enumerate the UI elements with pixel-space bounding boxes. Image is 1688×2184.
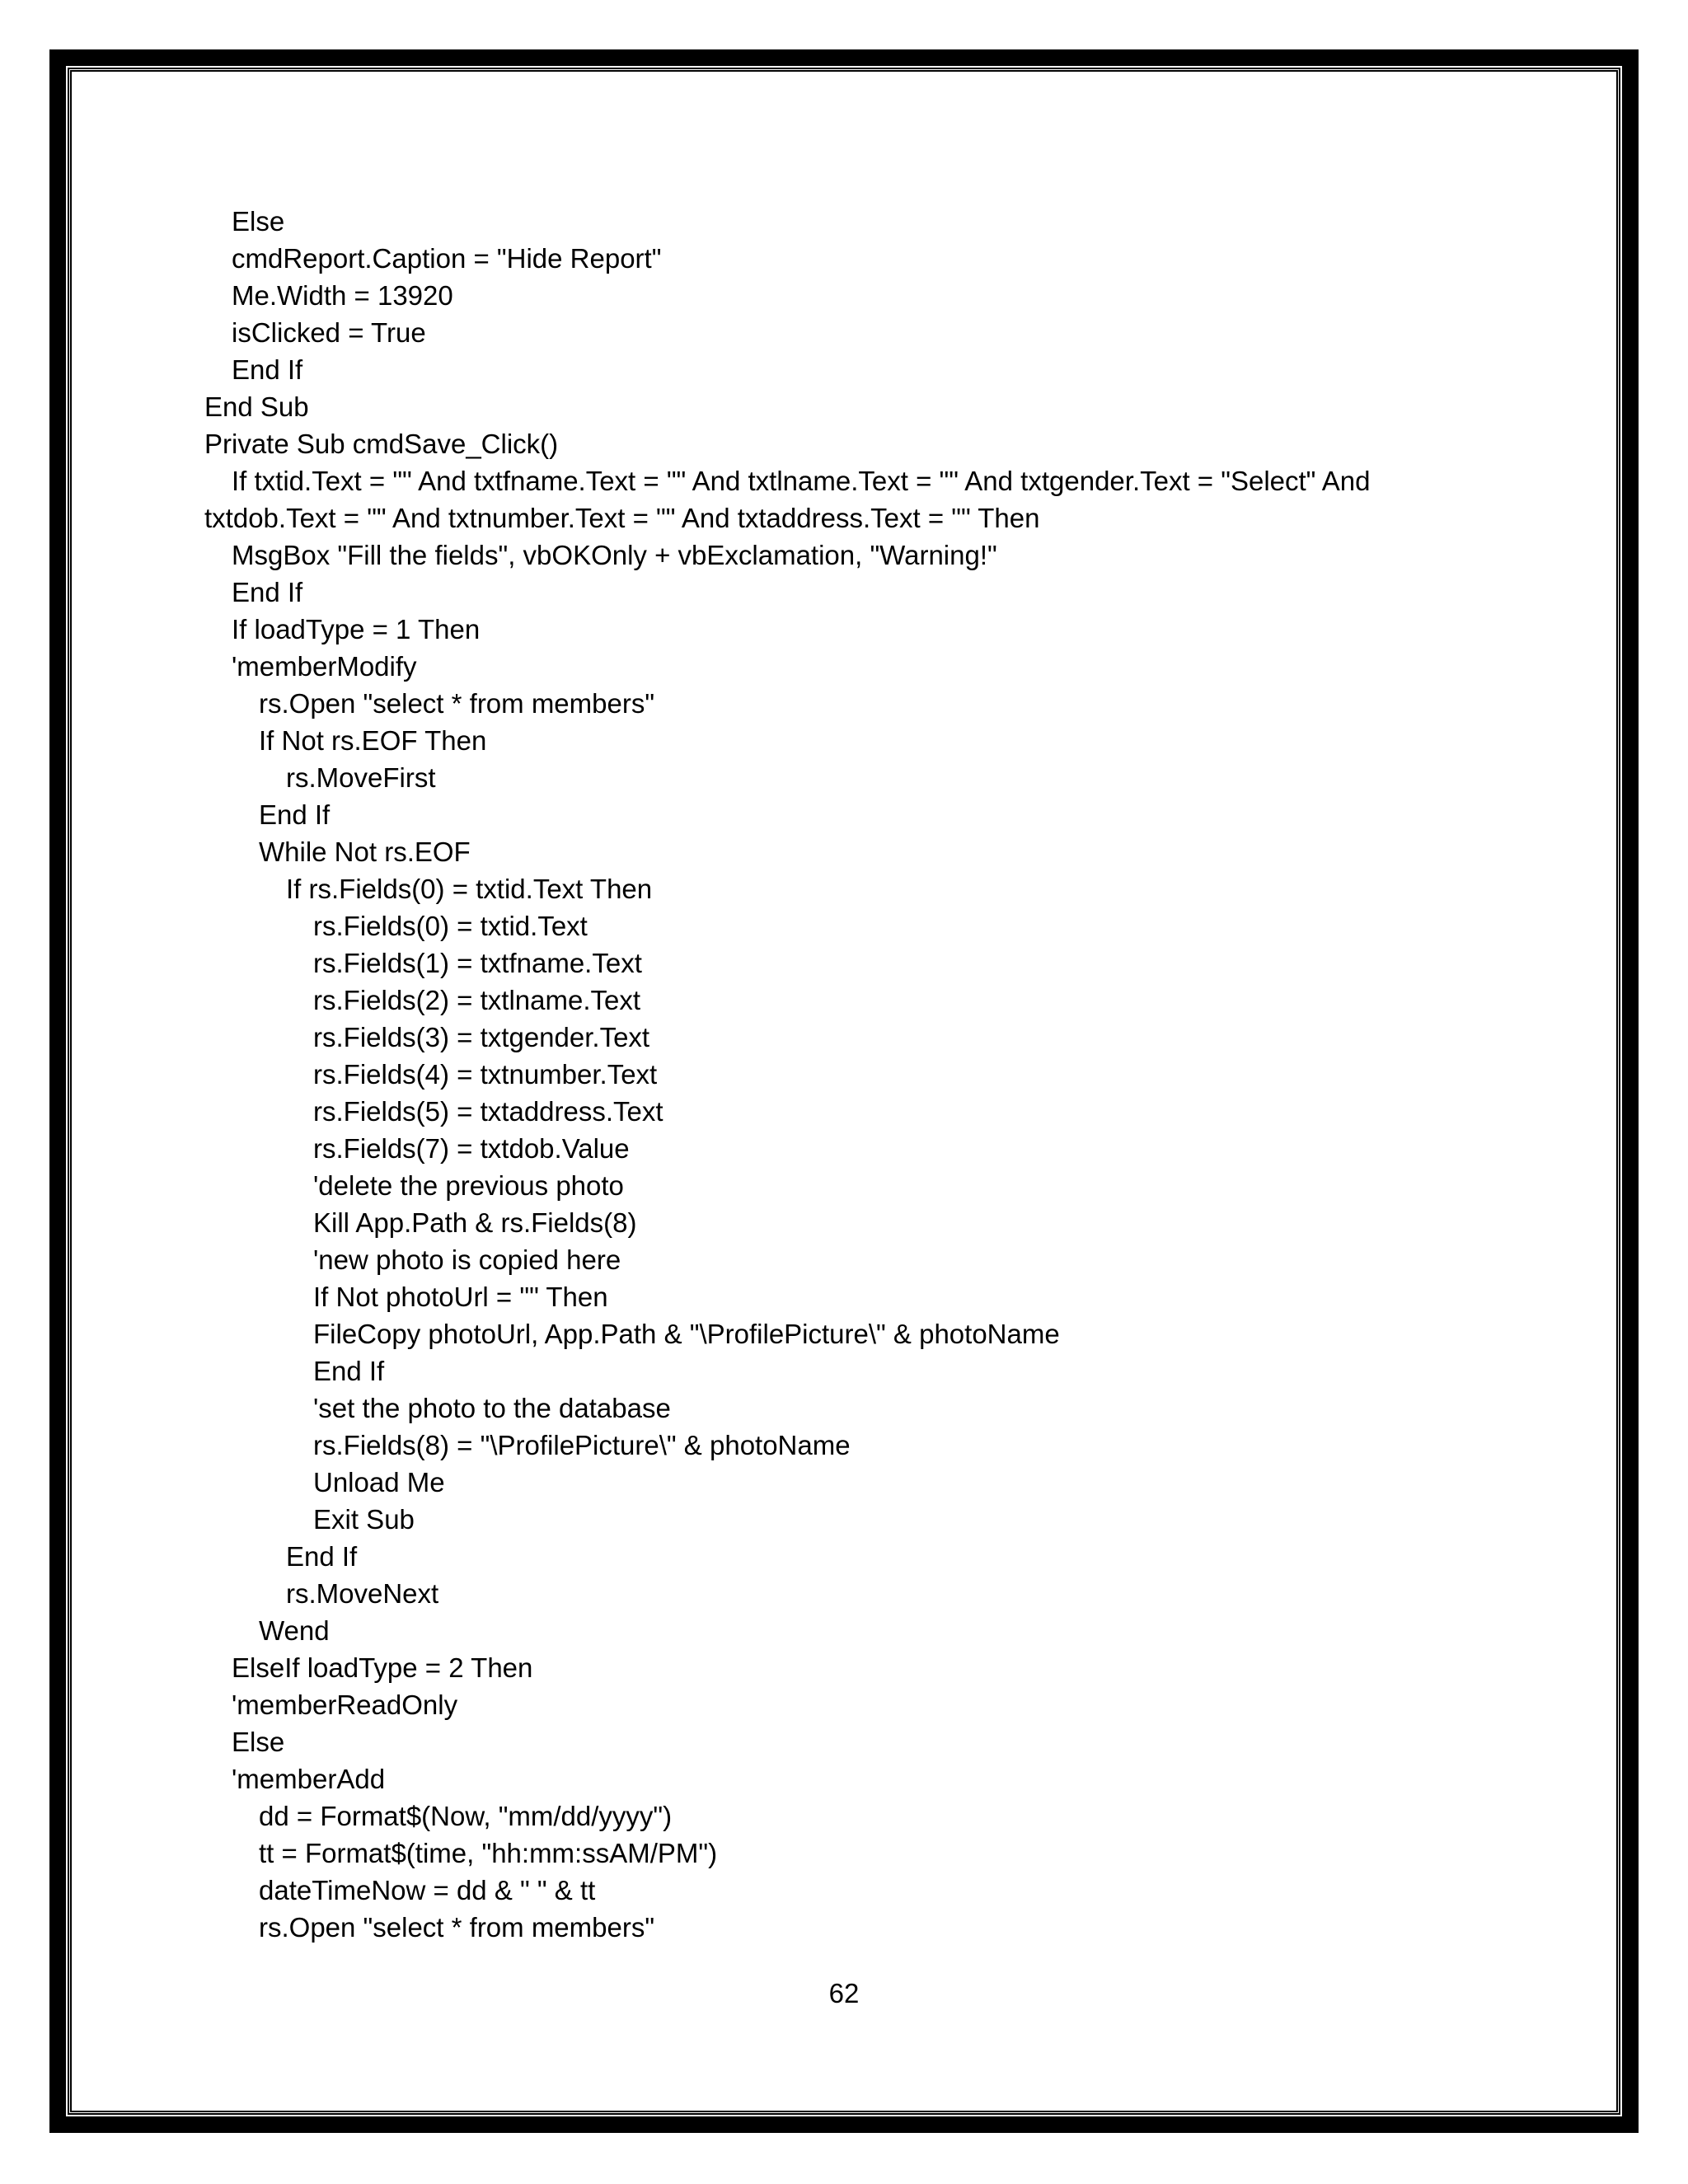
code-line: If txtid.Text = "" And txtfname.Text = "" And txtlname.Text = "" And txtgender.Text = "Select" And <box>232 466 1371 496</box>
code-line: While Not rs.EOF <box>259 837 471 867</box>
code-line: 'memberReadOnly <box>232 1690 458 1720</box>
code-line: Unload Me <box>313 1467 445 1497</box>
code-line: End If <box>286 1541 358 1572</box>
code-line: txtdob.Text = "" And txtnumber.Text = "" And txtaddress.Text = "" Then <box>204 503 1040 533</box>
code-line: rs.Open "select * from members" <box>259 688 655 719</box>
code-line: Kill App.Path & rs.Fields(8) <box>313 1207 637 1238</box>
code-line: 'memberModify <box>232 651 417 682</box>
code-line: dd = Format$(Now, "mm/dd/yyyy") <box>259 1801 673 1831</box>
code-line: rs.Fields(3) = txtgender.Text <box>313 1022 650 1052</box>
code-line: rs.Fields(0) = txtid.Text <box>313 911 588 941</box>
code-line: cmdReport.Caption = "Hide Report" <box>232 243 662 274</box>
code-listing <box>204 203 1523 1946</box>
code-line: rs.Fields(2) = txtlname.Text <box>313 985 641 1015</box>
code-line: Exit Sub <box>313 1504 415 1535</box>
code-line: rs.Fields(8) = "\ProfilePicture\" & photoName <box>313 1430 851 1460</box>
code-line: rs.MoveFirst <box>286 762 436 793</box>
code-line: 'memberAdd <box>232 1764 386 1794</box>
code-line: End If <box>232 354 303 385</box>
code-line: Private Sub cmdSave_Click() <box>204 429 559 459</box>
code-line: Me.Width = 13920 <box>232 280 453 311</box>
code-line: FileCopy photoUrl, App.Path & "\ProfilePicture\" & photoName <box>313 1319 1060 1349</box>
code-line: 'set the photo to the database <box>313 1393 671 1423</box>
code-line: End If <box>313 1356 385 1386</box>
code-line: Else <box>232 1727 285 1757</box>
code-line: rs.Open "select * from members" <box>259 1912 655 1943</box>
code-line: 'new photo is copied here <box>313 1244 621 1275</box>
code-line: MsgBox "Fill the fields", vbOKOnly + vbExclamation, "Warning!" <box>232 540 997 570</box>
code-line: End If <box>259 799 331 830</box>
code-line: If Not photoUrl = "" Then <box>313 1282 608 1312</box>
code-line: End If <box>232 577 303 607</box>
code-line: If loadType = 1 Then <box>232 614 481 644</box>
code-line: rs.Fields(1) = txtfname.Text <box>313 948 642 978</box>
code-line: rs.Fields(5) = txtaddress.Text <box>313 1096 663 1127</box>
code-line: tt = Format$(time, "hh:mm:ssAM/PM") <box>259 1838 718 1868</box>
code-line: If Not rs.EOF Then <box>259 725 487 756</box>
code-line: rs.Fields(4) = txtnumber.Text <box>313 1059 658 1090</box>
code-line: ElseIf loadType = 2 Then <box>232 1652 533 1683</box>
code-line: rs.Fields(7) = txtdob.Value <box>313 1133 630 1164</box>
code-line: Wend <box>259 1615 330 1646</box>
code-line: rs.MoveNext <box>286 1578 439 1609</box>
code-line: 'delete the previous photo <box>313 1170 624 1201</box>
page-number: 62 <box>828 1978 860 2008</box>
code-line: End Sub <box>204 391 309 422</box>
code-line: If rs.Fields(0) = txtid.Text Then <box>286 874 653 904</box>
code-line: Else <box>232 206 285 237</box>
code-line: dateTimeNow = dd & " " & tt <box>259 1875 596 1905</box>
code-line: isClicked = True <box>232 317 426 348</box>
